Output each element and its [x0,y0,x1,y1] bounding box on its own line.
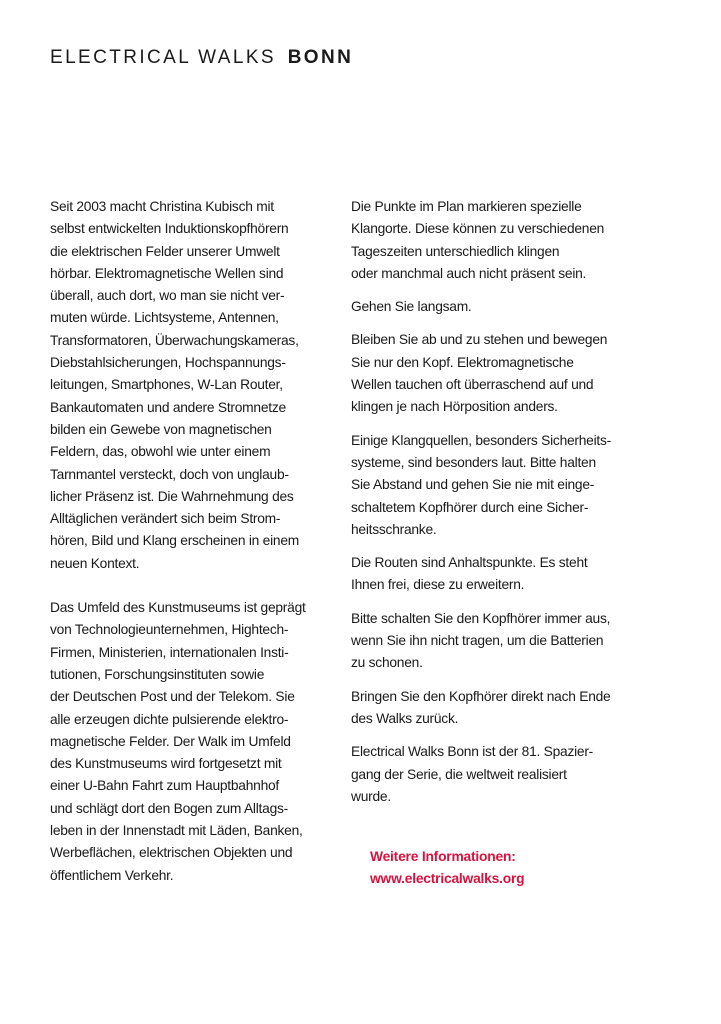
text-line: Alltäglichen verändert sich beim Strom- [50,511,281,527]
text-line: Das Umfeld des Kunstmuseums ist geprägt [50,600,306,616]
paragraph-gap [351,419,631,430]
paragraph [50,196,325,575]
text-line: Seit 2003 macht Christina Kubisch mit [50,199,274,214]
text-line: der Deutschen Post und der Telekom. Sie [50,689,295,705]
text-line: leben in der Innenstadt mit Läden, Banken, [50,823,303,839]
text-line: hören, Bild und Klang erscheinen in einem [50,533,299,549]
text-line: systeme, sind besonders laut. Bitte halten [351,454,596,470]
paragraph [351,329,631,418]
paragraph [351,686,631,731]
paragraph [351,196,631,285]
paragraph-gap [50,575,325,597]
text-line: Die Punkte im Plan markieren spezielle [351,199,582,214]
paragraph [351,296,631,318]
paragraph [351,552,631,597]
paragraph-gap [351,541,631,552]
text-line: hörbar. Elektromagnetische Wellen sind [50,265,284,281]
right-column [351,196,631,808]
text-line: Einige Klangquellen, besonders Sicherheits- [351,432,611,448]
title-light: ELECTRICAL WALKS [50,47,276,68]
text-line: Die Routen sind Anhaltspunkte. Es steht [351,555,588,571]
text-line: und schlägt dort den Bogen zum Alltags- [50,800,288,816]
text-line: schaltetem Kopfhörer durch eine Sicher- [351,499,589,515]
text-line: gang der Serie, die weltweit realisiert [351,766,567,782]
text-line: öffentlichem Verkehr. [50,867,174,883]
text-line: Bankautomaten und andere Stromnetze [50,399,286,415]
text-line: Feldern, das, obwohl wie unter einem [50,444,271,460]
text-line: Gehen Sie langsam. [351,299,472,315]
text-line: klingen je nach Hörposition anders. [351,399,558,415]
text-line: Bleiben Sie ab und zu stehen und bewegen [351,332,608,348]
paragraph-gap [351,597,631,608]
text-line: selbst entwickelten Induktionskopfhörern [50,221,289,237]
left-column [50,196,325,887]
text-line: oder manchmal auch nicht präsent sein. [351,265,587,281]
text-line: licher Präsenz ist. Die Wahrnehmung des [50,488,294,504]
text-line: magnetische Felder. Der Walk im Umfeld [50,733,291,749]
paragraph [351,608,631,675]
paragraph [351,430,631,541]
text-line: von Technologieunternehmen, Hightech- [50,622,289,638]
text-line: Electrical Walks Bonn ist der 81. Spazier- [351,744,594,760]
text-line: einer U-Bahn Fahrt zum Hauptbahnhof [50,778,279,794]
text-line: Bringen Sie den Kopfhörer direkt nach Ende [351,688,611,704]
text-line: des Walks zurück. [351,710,459,726]
text-line: Werbeflächen, elektrischen Objekten und [50,845,293,861]
info-block [370,846,524,891]
text-line: wenn Sie ihn nicht tragen, um die Batterien [351,633,604,649]
text-line: die elektrischen Felder unserer Umwelt [50,243,280,259]
text-line: bilden ein Gewebe von magnetischen [50,421,272,437]
text-line: Diebstahlsicherungen, Hochspannungs- [50,355,286,371]
paragraph-gap [351,730,631,741]
text-line: wurde. [351,788,391,804]
text-line: des Kunstmuseums wird fortgesetzt mit [50,756,282,772]
text-line: zu schonen. [351,655,423,671]
text-line: Wellen tauchen oft überraschend auf und [351,377,594,393]
text-line: neuen Kontext. [50,555,140,571]
text-line: überall, auch dort, wo man sie nicht ver- [50,288,285,304]
paragraph-gap [351,675,631,686]
text-line: Firmen, Ministerien, internationalen Insti- [50,644,289,660]
title-bold: BONN [287,47,354,68]
text-line: alle erzeugen dichte pulsierende elektro- [50,711,289,727]
text-line: Tarnmantel versteckt, doch von unglaub- [50,466,289,482]
text-line: Bitte schalten Sie den Kopfhörer immer aus, [351,610,611,626]
text-line: leitungen, Smartphones, W-Lan Router, [50,377,283,393]
text-line: Ihnen frei, diese zu erweitern. [351,577,525,593]
text-line: Transformatoren, Überwachungskameras, [50,332,299,348]
paragraph [50,597,325,887]
page-title [50,47,353,69]
text-line: Klangorte. Diese können zu verschiedenen [351,221,605,237]
text-line: Sie nur den Kopf. Elektromagnetische [351,354,574,370]
text-line: Tageszeiten unterschiedlich klingen [351,243,560,259]
paragraph-gap [351,318,631,329]
text-line: tutionen, Forschungsinstituten sowie [50,666,265,682]
info-link[interactable]: www.electricalwalks.org [370,871,525,887]
info-label: Weitere Informationen: [370,849,516,864]
text-line: Sie Abstand und gehen Sie nie mit einge- [351,477,595,493]
paragraph [351,741,631,808]
paragraph-gap [351,285,631,296]
text-line: muten würde. Lichtsysteme, Antennen, [50,310,279,326]
text-line: heitsschranke. [351,521,437,537]
